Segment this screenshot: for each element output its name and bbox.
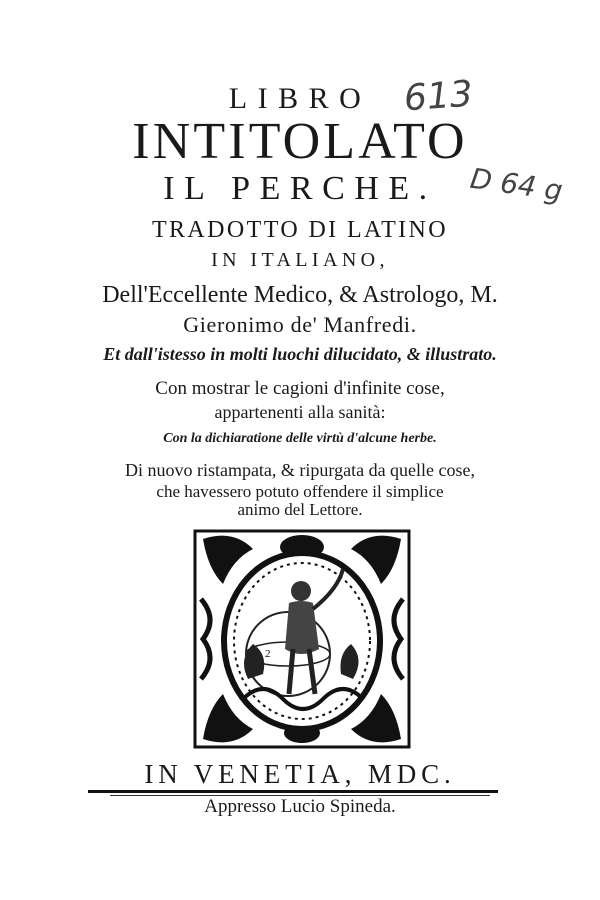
author-line-1: Dell'Eccellente Medico, & Astrologo, M. xyxy=(102,282,498,308)
description-line-2: Con mostrar le cagioni d'infinite cose, xyxy=(155,378,445,399)
shelfmark-annotation-2: D 64 g xyxy=(468,161,565,208)
imprint-printer: Appresso Lucio Spineda. xyxy=(204,796,396,817)
description-line-5: Di nuovo ristampata, & ripurgata da quelle cose, xyxy=(124,460,476,480)
description-line-3: appartenenti alla sanità: xyxy=(214,402,386,422)
title-line-libro: LIBRO xyxy=(228,82,372,115)
title-line-intitolato: INTITOLATO xyxy=(132,113,468,170)
shelfmark-annotation-1: 613 xyxy=(402,73,475,120)
description-line-1: Et dall'istesso in molti luochi dilucidato, & illustrato. xyxy=(103,344,497,364)
imprint-place-date: IN VENETIA, MDC. xyxy=(144,759,456,789)
description-line-7: animo del Lettore. xyxy=(237,500,363,519)
title-line-tradotto: TRADOTTO DI LATINO xyxy=(151,217,449,243)
description-line-4: Con la dichiaratione delle virtù d'alcune herbe. xyxy=(163,431,437,446)
printers-device-woodcut xyxy=(193,529,411,749)
figure-head xyxy=(291,581,311,601)
title-line-perche: IL PERCHE. xyxy=(163,170,437,207)
imprint-rule xyxy=(88,790,498,793)
description-line-6: che havessero potuto offendere il simplice xyxy=(156,482,444,501)
author-line-2: Gieronimo de' Manfredi. xyxy=(183,312,417,337)
device-numeral: 2 xyxy=(265,648,271,660)
title-line-in-italiano: IN ITALIANO, xyxy=(211,249,389,271)
